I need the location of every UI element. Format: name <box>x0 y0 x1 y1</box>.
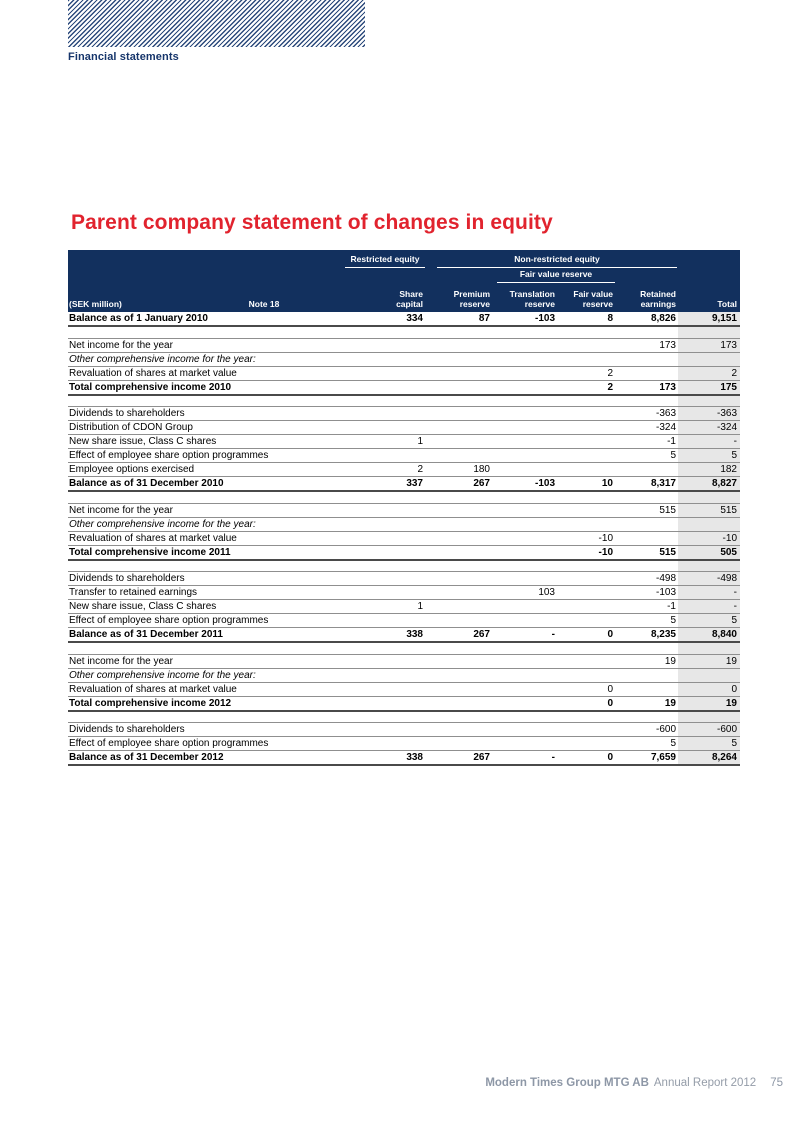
cell-share-capital <box>300 380 425 395</box>
cell-share-capital <box>300 737 425 751</box>
cell-share-capital <box>300 586 425 600</box>
cell-translation-reserve: -103 <box>492 477 557 492</box>
cell-translation-reserve <box>492 572 557 586</box>
equity-table-body <box>68 312 740 765</box>
cell-fair-value-reserve <box>557 723 615 737</box>
cell-share-capital <box>300 338 425 352</box>
cell-fair-value-reserve <box>557 435 615 449</box>
cell-share-capital: 338 <box>300 751 425 766</box>
cell-premium-reserve <box>425 696 492 711</box>
cell-premium-reserve <box>425 366 492 380</box>
cell-fair-value-reserve <box>557 352 615 366</box>
cell-share-capital: 334 <box>300 312 425 326</box>
cell-total: 19 <box>678 696 740 711</box>
subgroup-spacer-total <box>678 268 740 283</box>
cell-retained-earnings: 5 <box>615 614 678 628</box>
cell-share-capital <box>300 449 425 463</box>
cell-translation-reserve <box>492 338 557 352</box>
cell-share-capital <box>300 366 425 380</box>
cell-retained-earnings: 5 <box>615 449 678 463</box>
row-label: Revaluation of shares at market value <box>68 531 300 545</box>
cell-translation-reserve <box>492 600 557 614</box>
cell-fair-value-reserve <box>557 642 615 654</box>
cell-fair-value-reserve <box>557 421 615 435</box>
table-row <box>68 503 740 517</box>
cell-translation-reserve: -103 <box>492 312 557 326</box>
restricted-equity-group <box>300 250 425 268</box>
cell-premium-reserve <box>425 614 492 628</box>
table-row <box>68 751 740 766</box>
cell-share-capital <box>300 491 425 503</box>
cell-total <box>678 711 740 723</box>
cell-total: 0 <box>678 682 740 696</box>
cell-translation-reserve <box>492 614 557 628</box>
row-label: Balance as of 31 December 2012 <box>68 751 300 766</box>
cell-translation-reserve <box>492 463 557 477</box>
cell-total <box>678 642 740 654</box>
cell-total <box>678 326 740 338</box>
table-row <box>68 654 740 668</box>
cell-total: - <box>678 600 740 614</box>
cell-fair-value-reserve <box>557 614 615 628</box>
row-label: Net income for the year <box>68 503 300 517</box>
cell-premium-reserve <box>425 531 492 545</box>
table-row <box>68 628 740 643</box>
non-restricted-equity-group <box>425 250 678 268</box>
cell-total: 515 <box>678 503 740 517</box>
cell-premium-reserve <box>425 491 492 503</box>
spacer-row <box>68 560 740 572</box>
cell-premium-reserve <box>425 682 492 696</box>
table-row <box>68 723 740 737</box>
cell-fair-value-reserve: 0 <box>557 628 615 643</box>
cell-translation-reserve <box>492 517 557 531</box>
cell-translation-reserve: - <box>492 751 557 766</box>
section-eyebrow: Financial statements <box>68 51 179 63</box>
cell-translation-reserve <box>492 380 557 395</box>
row-label <box>68 642 300 654</box>
cell-retained-earnings: 173 <box>615 338 678 352</box>
cell-fair-value-reserve <box>557 517 615 531</box>
cell-premium-reserve <box>425 668 492 682</box>
cell-translation-reserve <box>492 711 557 723</box>
cell-translation-reserve <box>492 352 557 366</box>
cell-retained-earnings <box>615 463 678 477</box>
row-label: Effect of employee share option programmes <box>68 614 300 628</box>
cell-retained-earnings: 8,317 <box>615 477 678 492</box>
cell-premium-reserve <box>425 642 492 654</box>
cell-total: -10 <box>678 531 740 545</box>
page-footer <box>485 1077 783 1089</box>
cell-total <box>678 352 740 366</box>
equity-table-header <box>68 250 740 312</box>
cell-share-capital <box>300 545 425 560</box>
cell-fair-value-reserve <box>557 560 615 572</box>
cell-retained-earnings: -1 <box>615 435 678 449</box>
row-label: Effect of employee share option programmes <box>68 737 300 751</box>
cell-translation-reserve <box>492 682 557 696</box>
table-row <box>68 463 740 477</box>
cell-premium-reserve <box>425 517 492 531</box>
cell-fair-value-reserve <box>557 503 615 517</box>
cell-total: -498 <box>678 572 740 586</box>
cell-retained-earnings <box>615 560 678 572</box>
cell-retained-earnings: 8,826 <box>615 312 678 326</box>
cell-retained-earnings: 19 <box>615 654 678 668</box>
subgroup-spacer-premium <box>425 268 492 283</box>
cell-translation-reserve: - <box>492 628 557 643</box>
cell-translation-reserve <box>492 668 557 682</box>
cell-premium-reserve <box>425 435 492 449</box>
cell-premium-reserve <box>425 654 492 668</box>
column-header-premium-reserve: Premium reserve <box>425 283 492 312</box>
spacer-row <box>68 711 740 723</box>
row-label: Effect of employee share option programmes <box>68 449 300 463</box>
table-row <box>68 477 740 492</box>
row-label: Total comprehensive income 2012 <box>68 696 300 711</box>
cell-premium-reserve <box>425 545 492 560</box>
cell-share-capital <box>300 517 425 531</box>
cell-retained-earnings: 19 <box>615 696 678 711</box>
cell-share-capital <box>300 326 425 338</box>
table-row <box>68 352 740 366</box>
cell-total: -600 <box>678 723 740 737</box>
table-row <box>68 380 740 395</box>
cell-share-capital: 338 <box>300 628 425 643</box>
cell-translation-reserve <box>492 737 557 751</box>
cell-premium-reserve <box>425 380 492 395</box>
cell-total: 505 <box>678 545 740 560</box>
row-label: Total comprehensive income 2010 <box>68 380 300 395</box>
cell-fair-value-reserve <box>557 572 615 586</box>
row-label: Revaluation of shares at market value <box>68 366 300 380</box>
table-row <box>68 366 740 380</box>
footer-company-name: Modern Times Group MTG AB <box>485 1077 649 1089</box>
footer-page-number: 75 <box>770 1077 783 1089</box>
cell-share-capital: 1 <box>300 435 425 449</box>
cell-premium-reserve <box>425 711 492 723</box>
column-header-row <box>68 283 740 312</box>
cell-total <box>678 560 740 572</box>
cell-premium-reserve <box>425 600 492 614</box>
cell-total: - <box>678 435 740 449</box>
cell-total: 173 <box>678 338 740 352</box>
cell-retained-earnings: 5 <box>615 737 678 751</box>
table-row <box>68 517 740 531</box>
fair-value-reserve-label: Fair value reserve <box>497 270 615 283</box>
cell-retained-earnings <box>615 668 678 682</box>
cell-share-capital: 2 <box>300 463 425 477</box>
cell-total: -324 <box>678 421 740 435</box>
cell-fair-value-reserve <box>557 711 615 723</box>
cell-retained-earnings: -1 <box>615 600 678 614</box>
cell-retained-earnings: -600 <box>615 723 678 737</box>
cell-total <box>678 668 740 682</box>
cell-translation-reserve <box>492 326 557 338</box>
table-row <box>68 449 740 463</box>
cell-fair-value-reserve <box>557 654 615 668</box>
spacer-row <box>68 642 740 654</box>
row-label: Net income for the year <box>68 654 300 668</box>
cell-fair-value-reserve <box>557 449 615 463</box>
restricted-equity-label: Restricted equity <box>345 255 425 268</box>
cell-share-capital <box>300 711 425 723</box>
cell-fair-value-reserve <box>557 600 615 614</box>
cell-share-capital <box>300 407 425 421</box>
cell-premium-reserve: 87 <box>425 312 492 326</box>
cell-total: 8,840 <box>678 628 740 643</box>
group-header-total-spacer <box>678 250 740 268</box>
spacer-row <box>68 491 740 503</box>
table-row <box>68 338 740 352</box>
cell-fair-value-reserve: 0 <box>557 696 615 711</box>
row-label: Revaluation of shares at market value <box>68 682 300 696</box>
column-header-fair-value-reserve: Fair value reserve <box>557 283 615 312</box>
cell-translation-reserve <box>492 491 557 503</box>
table-row <box>68 531 740 545</box>
cell-fair-value-reserve <box>557 326 615 338</box>
cell-share-capital <box>300 682 425 696</box>
cell-share-capital <box>300 668 425 682</box>
cell-fair-value-reserve: 8 <box>557 312 615 326</box>
cell-retained-earnings: 8,235 <box>615 628 678 643</box>
row-label: Distribution of CDON Group <box>68 421 300 435</box>
cell-total <box>678 517 740 531</box>
cell-retained-earnings <box>615 711 678 723</box>
column-header-translation-reserve: Translation reserve <box>492 283 557 312</box>
cell-retained-earnings: 515 <box>615 503 678 517</box>
row-label <box>68 560 300 572</box>
row-label <box>68 491 300 503</box>
cell-translation-reserve <box>492 421 557 435</box>
table-row <box>68 737 740 751</box>
cell-premium-reserve <box>425 572 492 586</box>
cell-retained-earnings: -363 <box>615 407 678 421</box>
cell-premium-reserve <box>425 395 492 407</box>
cell-translation-reserve <box>492 545 557 560</box>
cell-retained-earnings <box>615 366 678 380</box>
page-title: Parent company statement of changes in equity <box>71 211 553 234</box>
row-label: Employee options exercised <box>68 463 300 477</box>
row-label <box>68 326 300 338</box>
cell-translation-reserve: 103 <box>492 586 557 600</box>
cell-premium-reserve: 180 <box>425 463 492 477</box>
cell-translation-reserve <box>492 449 557 463</box>
cell-share-capital: 1 <box>300 600 425 614</box>
cell-total: 182 <box>678 463 740 477</box>
spacer-row <box>68 395 740 407</box>
column-header-retained-earnings: Retained earnings <box>615 283 678 312</box>
cell-retained-earnings <box>615 517 678 531</box>
cell-share-capital <box>300 614 425 628</box>
cell-share-capital <box>300 531 425 545</box>
cell-retained-earnings <box>615 352 678 366</box>
cell-fair-value-reserve <box>557 737 615 751</box>
cell-share-capital <box>300 572 425 586</box>
cell-premium-reserve <box>425 326 492 338</box>
cell-share-capital: 337 <box>300 477 425 492</box>
column-header-total: Total <box>678 283 740 312</box>
table-row <box>68 421 740 435</box>
cell-share-capital <box>300 654 425 668</box>
cell-premium-reserve <box>425 586 492 600</box>
cell-share-capital <box>300 395 425 407</box>
cell-premium-reserve: 267 <box>425 751 492 766</box>
table-row <box>68 696 740 711</box>
table-row <box>68 668 740 682</box>
row-label: New share issue, Class C shares <box>68 435 300 449</box>
equity-table-container <box>68 250 740 766</box>
cell-total: 8,827 <box>678 477 740 492</box>
row-label: Other comprehensive income for the year: <box>68 668 300 682</box>
cell-retained-earnings: -324 <box>615 421 678 435</box>
cell-premium-reserve: 267 <box>425 628 492 643</box>
cell-fair-value-reserve: 10 <box>557 477 615 492</box>
table-row <box>68 312 740 326</box>
cell-total: 9,151 <box>678 312 740 326</box>
cell-total <box>678 491 740 503</box>
cell-premium-reserve <box>425 338 492 352</box>
cell-share-capital <box>300 421 425 435</box>
cell-share-capital <box>300 696 425 711</box>
cell-translation-reserve <box>492 696 557 711</box>
cell-retained-earnings: 173 <box>615 380 678 395</box>
cell-retained-earnings <box>615 682 678 696</box>
row-label: Net income for the year <box>68 338 300 352</box>
subgroup-spacer-retained <box>615 268 678 283</box>
cell-fair-value-reserve <box>557 395 615 407</box>
cell-translation-reserve <box>492 435 557 449</box>
cell-fair-value-reserve <box>557 491 615 503</box>
cell-total: 5 <box>678 614 740 628</box>
cell-translation-reserve <box>492 723 557 737</box>
table-row <box>68 435 740 449</box>
non-restricted-equity-label: Non-restricted equity <box>437 255 677 268</box>
cell-total <box>678 395 740 407</box>
row-label: Balance as of 31 December 2010 <box>68 477 300 492</box>
subgroup-spacer-left <box>68 268 300 283</box>
note-reference: Note 18 <box>228 283 300 312</box>
cell-total: -363 <box>678 407 740 421</box>
cell-retained-earnings <box>615 642 678 654</box>
cell-translation-reserve <box>492 366 557 380</box>
cell-fair-value-reserve: 0 <box>557 751 615 766</box>
cell-share-capital <box>300 352 425 366</box>
cell-fair-value-reserve: -10 <box>557 545 615 560</box>
row-label: Other comprehensive income for the year: <box>68 517 300 531</box>
row-label <box>68 395 300 407</box>
cell-share-capital <box>300 560 425 572</box>
cell-fair-value-reserve: 0 <box>557 682 615 696</box>
cell-fair-value-reserve: 2 <box>557 380 615 395</box>
row-label: Balance as of 31 December 2011 <box>68 628 300 643</box>
row-label: Dividends to shareholders <box>68 572 300 586</box>
row-label: Other comprehensive income for the year: <box>68 352 300 366</box>
cell-retained-earnings: 515 <box>615 545 678 560</box>
table-row <box>68 614 740 628</box>
cell-premium-reserve <box>425 421 492 435</box>
cell-retained-earnings: -498 <box>615 572 678 586</box>
table-row <box>68 586 740 600</box>
spacer-row <box>68 326 740 338</box>
cell-share-capital <box>300 723 425 737</box>
cell-total: 2 <box>678 366 740 380</box>
cell-retained-earnings: -103 <box>615 586 678 600</box>
cell-fair-value-reserve <box>557 463 615 477</box>
cell-fair-value-reserve: 2 <box>557 366 615 380</box>
equity-table <box>68 250 740 766</box>
cell-retained-earnings <box>615 491 678 503</box>
table-row <box>68 600 740 614</box>
cell-fair-value-reserve: -10 <box>557 531 615 545</box>
cell-fair-value-reserve <box>557 668 615 682</box>
subgroup-spacer-share <box>300 268 425 283</box>
cell-total: - <box>678 586 740 600</box>
column-header-share-capital: Share capital <box>300 283 425 312</box>
cell-total: 5 <box>678 737 740 751</box>
cell-translation-reserve <box>492 503 557 517</box>
cell-retained-earnings <box>615 531 678 545</box>
cell-premium-reserve <box>425 723 492 737</box>
cell-translation-reserve <box>492 395 557 407</box>
table-row <box>68 682 740 696</box>
cell-fair-value-reserve <box>557 338 615 352</box>
cell-premium-reserve: 267 <box>425 477 492 492</box>
cell-premium-reserve <box>425 560 492 572</box>
brand-stripe-pattern <box>68 0 365 47</box>
cell-fair-value-reserve <box>557 586 615 600</box>
cell-fair-value-reserve <box>557 407 615 421</box>
cell-retained-earnings: 7,659 <box>615 751 678 766</box>
subgroup-header-row <box>68 268 740 283</box>
cell-premium-reserve <box>425 503 492 517</box>
table-row <box>68 572 740 586</box>
cell-premium-reserve <box>425 407 492 421</box>
cell-premium-reserve <box>425 352 492 366</box>
cell-premium-reserve <box>425 737 492 751</box>
table-row <box>68 407 740 421</box>
cell-share-capital <box>300 642 425 654</box>
row-label: Balance as of 1 January 2010 <box>68 312 300 326</box>
cell-translation-reserve <box>492 407 557 421</box>
unit-label: (SEK million) <box>68 283 228 312</box>
fair-value-reserve-group <box>492 268 615 283</box>
row-label <box>68 711 300 723</box>
group-header-row <box>68 250 740 268</box>
cell-translation-reserve <box>492 654 557 668</box>
cell-translation-reserve <box>492 642 557 654</box>
cell-total: 175 <box>678 380 740 395</box>
cell-total: 8,264 <box>678 751 740 766</box>
cell-retained-earnings <box>615 326 678 338</box>
row-label: New share issue, Class C shares <box>68 600 300 614</box>
cell-retained-earnings <box>615 395 678 407</box>
table-row <box>68 545 740 560</box>
footer-report-title: Annual Report 2012 <box>653 1077 757 1089</box>
cell-share-capital <box>300 503 425 517</box>
cell-translation-reserve <box>492 560 557 572</box>
row-label: Dividends to shareholders <box>68 723 300 737</box>
cell-total: 19 <box>678 654 740 668</box>
row-label: Dividends to shareholders <box>68 407 300 421</box>
cell-premium-reserve <box>425 449 492 463</box>
row-label: Transfer to retained earnings <box>68 586 300 600</box>
group-header-spacer <box>68 250 300 268</box>
row-label: Total comprehensive income 2011 <box>68 545 300 560</box>
cell-translation-reserve <box>492 531 557 545</box>
cell-total: 5 <box>678 449 740 463</box>
